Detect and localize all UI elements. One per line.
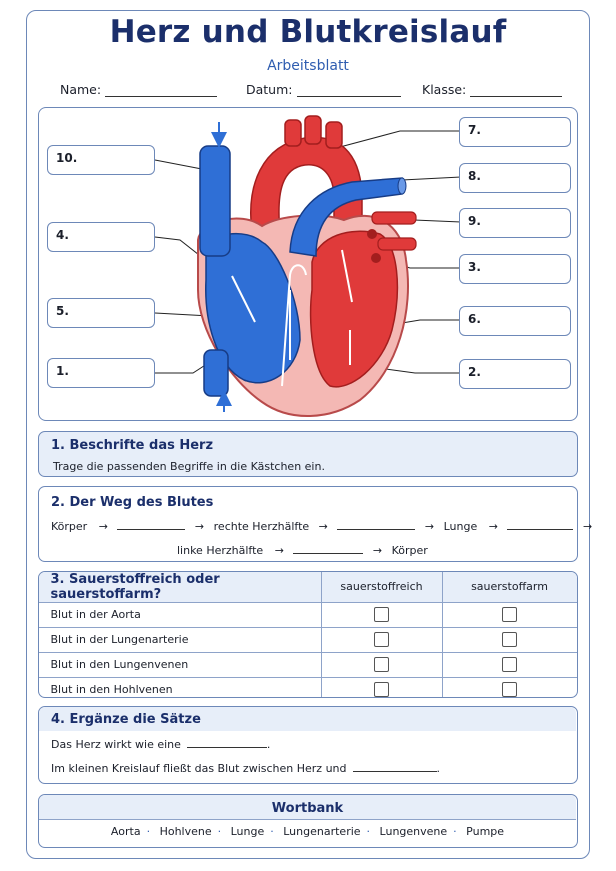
- table-row: [38, 602, 577, 627]
- label-box-3[interactable]: 3.: [459, 254, 571, 284]
- word-item: Lungenvene: [379, 825, 448, 838]
- flow-row-1: [51, 519, 592, 533]
- arrow-icon: →: [372, 544, 383, 557]
- class-label: Klasse:: [422, 82, 467, 97]
- checkbox-poor[interactable]: [502, 657, 517, 672]
- table-row: [38, 677, 577, 698]
- flow-blank-3[interactable]: [507, 519, 573, 530]
- section2-heading: 2. Der Weg des Blutes: [51, 495, 214, 510]
- row-label: Blut in den Lungenvenen: [38, 652, 321, 677]
- label-box-10[interactable]: 10.: [47, 145, 155, 175]
- col-header-rich: sauerstoffreich: [321, 571, 442, 602]
- flow-step: Körper: [391, 544, 428, 557]
- section1-instruction: Trage die passenden Begriffe in die Kästchen ein.: [53, 460, 325, 473]
- page-title: Herz und Blutkreislauf: [109, 14, 507, 50]
- label-box-6[interactable]: 6.: [459, 306, 571, 336]
- word-item: Lunge: [230, 825, 265, 838]
- word-item: Pumpe: [466, 825, 505, 838]
- flow-blank-1[interactable]: [117, 519, 185, 530]
- label-box-1[interactable]: 1.: [47, 358, 155, 388]
- flow-row-2: [177, 543, 428, 557]
- row-label: Blut in der Lungenarterie: [38, 627, 321, 652]
- arrow-icon: →: [98, 520, 108, 533]
- section-label-heart: [38, 431, 578, 477]
- checkbox-poor[interactable]: [502, 607, 517, 622]
- section-blood-path: [38, 486, 593, 562]
- row-label: Blut in der Aorta: [38, 602, 321, 627]
- label-box-7[interactable]: 7.: [459, 117, 571, 147]
- wordbank-list: Aorta · Hohlvene · Lunge · Lungenarterie · Lungenvene · Pumpe: [110, 825, 505, 838]
- checkbox-poor[interactable]: [502, 682, 517, 697]
- page-subtitle: Arbeitsblatt: [267, 58, 349, 74]
- label-box-2[interactable]: 2.: [459, 359, 571, 389]
- wordbank-heading: Wortbank: [271, 801, 344, 816]
- flow-step: Körper: [51, 520, 88, 533]
- col-header-poor: sauerstoffarm: [442, 571, 577, 602]
- section-oxygen-table: [38, 571, 578, 698]
- label-box-9[interactable]: 9.: [459, 208, 571, 238]
- section3-heading: 3. Sauerstoffreich oder sauerstoffarm?: [38, 571, 321, 602]
- checkbox-rich[interactable]: [374, 632, 389, 647]
- flow-blank-4[interactable]: [293, 543, 363, 554]
- label-box-5[interactable]: 5.: [47, 298, 155, 328]
- arrow-icon: →: [194, 520, 205, 533]
- sentence1-blank[interactable]: [187, 737, 267, 748]
- arrow-icon: →: [488, 520, 498, 533]
- section-complete-sentences: [38, 706, 578, 784]
- label-box-8[interactable]: 8.: [459, 163, 571, 193]
- checkbox-poor[interactable]: [502, 632, 517, 647]
- checkbox-rich[interactable]: [374, 607, 389, 622]
- sentence-2: Im kleinen Kreislauf fließt das Blut zwischen Herz und .: [51, 762, 440, 775]
- flow-step: Lunge: [443, 520, 478, 533]
- flow-blank-2[interactable]: [337, 519, 415, 530]
- oxygen-table: [38, 571, 578, 698]
- name-label: Name:: [60, 82, 102, 97]
- flow-step: linke Herzhälfte: [177, 544, 264, 557]
- sentence-1: Das Herz wirkt wie eine .: [51, 738, 271, 751]
- section1-heading: 1. Beschrifte das Herz: [51, 438, 214, 453]
- arrow-icon: →: [274, 544, 284, 557]
- checkbox-rich[interactable]: [374, 657, 389, 672]
- word-item: Lungenarterie: [283, 825, 361, 838]
- arrow-icon: →: [582, 520, 593, 533]
- arrow-icon: →: [318, 520, 328, 533]
- table-row: [38, 627, 577, 652]
- section4-heading: 4. Ergänze die Sätze: [51, 712, 201, 727]
- word-item: Hohlvene: [159, 825, 212, 838]
- table-row: [38, 652, 577, 677]
- date-label: Datum:: [246, 82, 293, 97]
- word-item: Aorta: [110, 825, 141, 838]
- arrow-icon: →: [424, 520, 435, 533]
- checkbox-rich[interactable]: [374, 682, 389, 697]
- section-wordbank: [38, 794, 578, 848]
- flow-step: rechte Herzhälfte: [213, 520, 310, 533]
- row-label: Blut in den Hohlvenen: [38, 677, 321, 698]
- label-box-4[interactable]: 4.: [47, 222, 155, 252]
- sentence2-blank[interactable]: [353, 761, 437, 772]
